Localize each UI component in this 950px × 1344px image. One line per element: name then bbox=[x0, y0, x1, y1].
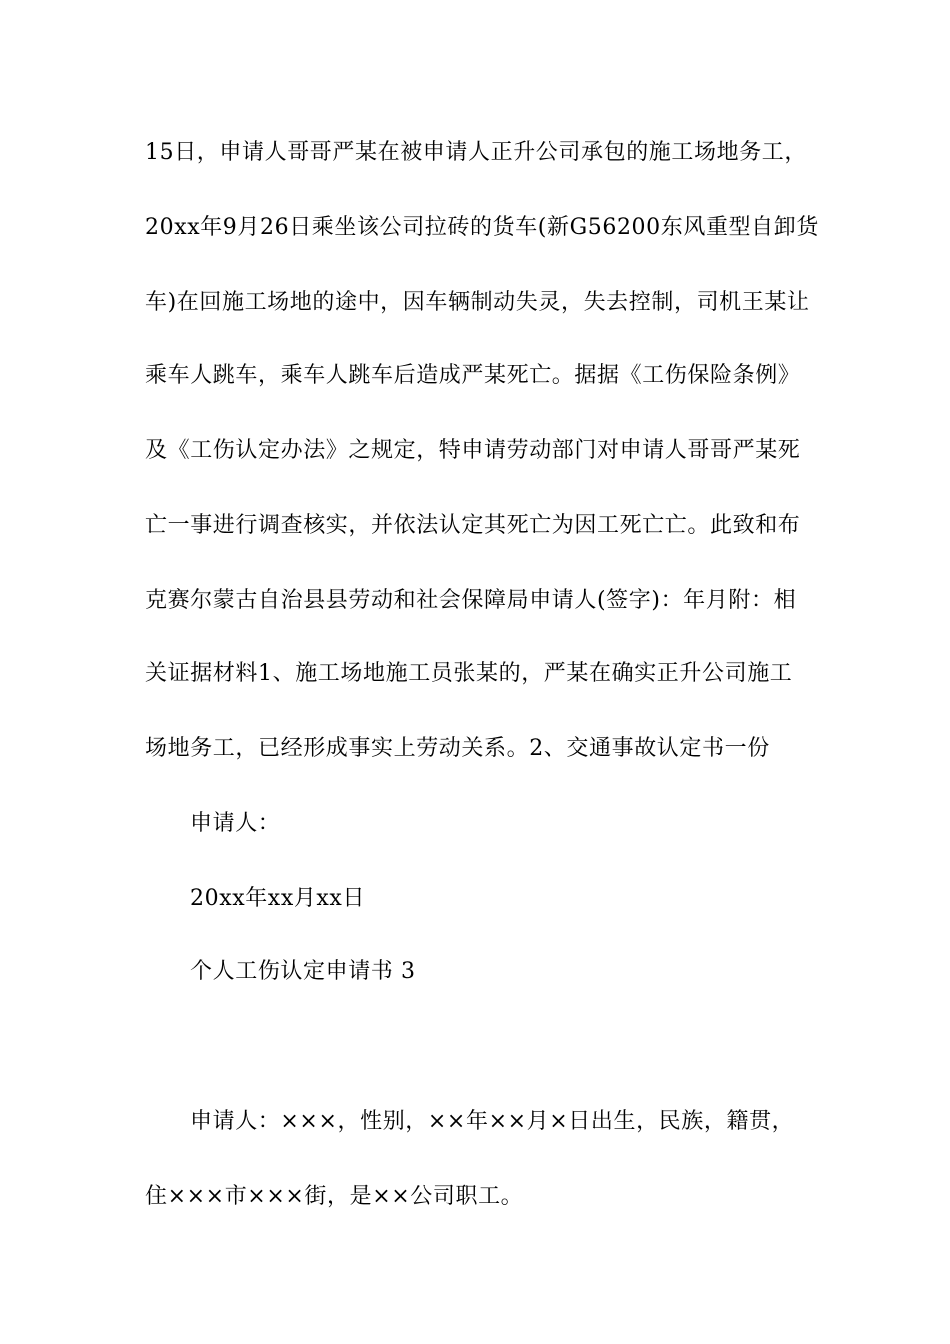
body-line-9: 场地务工，已经形成事实上劳动关系。2、交通事故认定书一份 bbox=[145, 736, 770, 761]
body-line-7: 克赛尔蒙古自治县县劳动和社会保障局申请人(签字)：年月附：相 bbox=[145, 588, 797, 613]
body-line-2: 20xx年9月26日乘坐该公司拉砖的货车(新G56200东风重型自卸货 bbox=[145, 215, 819, 240]
body-line-1: 15日，申请人哥哥严某在被申请人正升公司承包的施工场地务工， bbox=[145, 140, 807, 165]
applicant-info-line-1: 申请人：×××，性别，××年××月×日出生，民族，籍贯， bbox=[190, 1109, 795, 1134]
date-line: 20xx年xx月xx日 bbox=[190, 886, 366, 911]
body-line-6: 亡一事进行调查核实，并依法认定其死亡为因工死亡亡。此致和布 bbox=[145, 513, 801, 538]
body-line-8: 关证据材料1、施工场地施工员张某的，严某在确实正升公司施工 bbox=[145, 661, 793, 686]
body-line-4: 乘车人跳车，乘车人跳车后造成严某死亡。据据《工伤保险条例》 bbox=[145, 363, 801, 388]
body-line-3: 车)在回施工场地的途中，因车辆制动失灵，失去控制，司机王某让 bbox=[145, 290, 810, 315]
applicant-label: 申请人： bbox=[190, 811, 281, 836]
applicant-info-line-2: 住×××市×××街，是××公司职工。 bbox=[145, 1184, 524, 1209]
section-title: 个人工伤认定申请书 3 bbox=[190, 959, 416, 984]
body-line-5: 及《工伤认定办法》之规定，特申请劳动部门对申请人哥哥严某死 bbox=[145, 438, 801, 463]
